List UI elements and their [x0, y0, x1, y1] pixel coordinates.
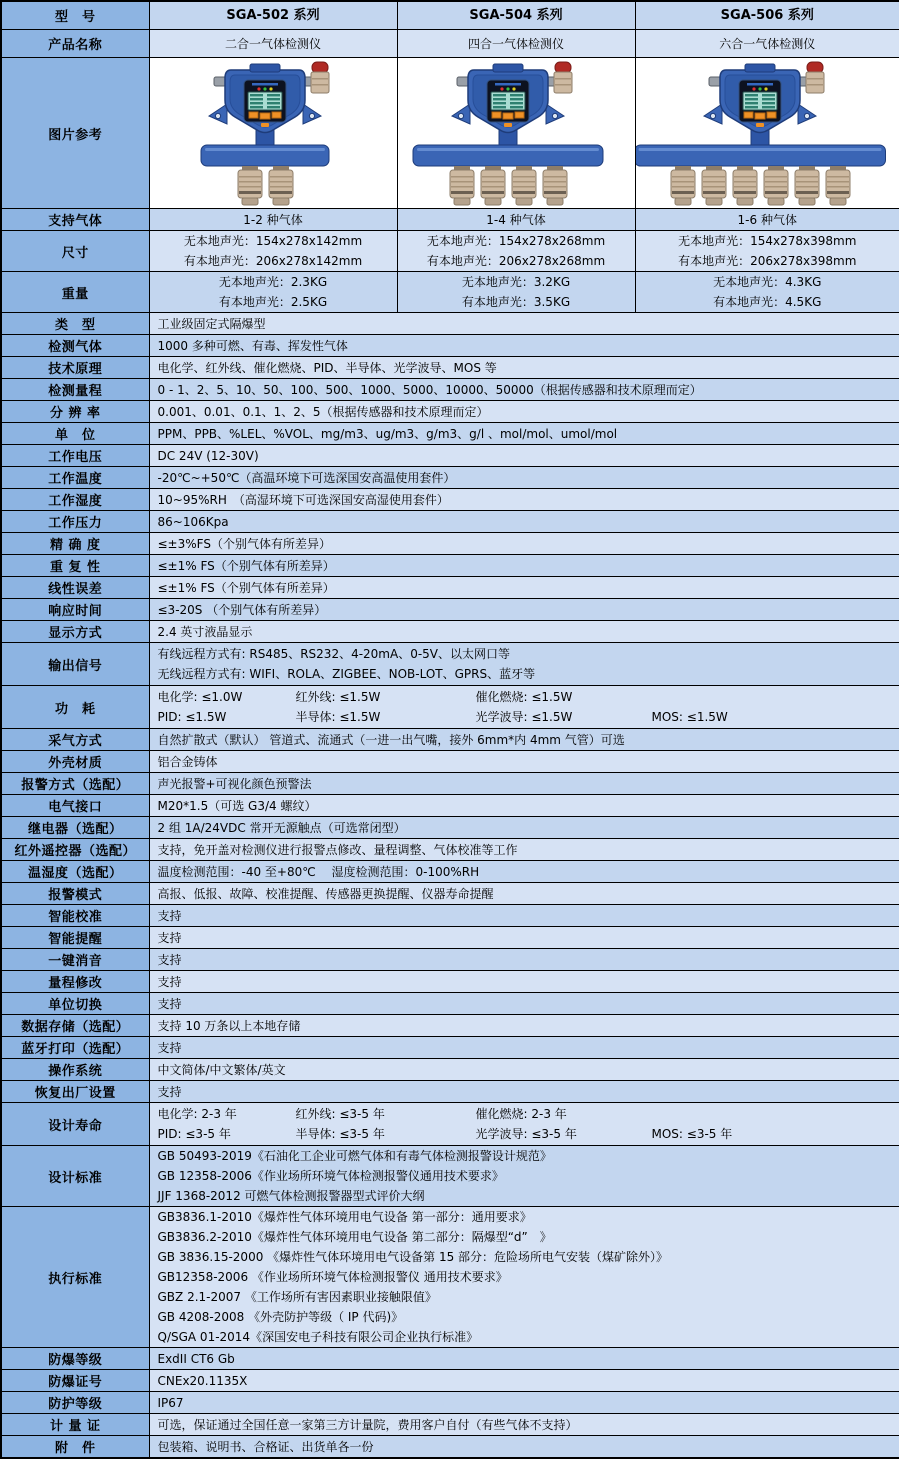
cell-line: 有本地声光：3.5KG: [400, 292, 633, 312]
row-label: 功 耗: [1, 686, 149, 729]
cell-line: -20℃~+50℃（高温环境下可选深国安高温使用套件）: [158, 471, 899, 485]
row-label: 智能校准: [1, 905, 149, 927]
cell-line: 支持: [158, 953, 899, 967]
table-row: [1, 357, 899, 379]
cell-line: [158, 707, 899, 727]
cell-value: [149, 445, 899, 467]
cell-line: GB3836.1-2010《爆炸性气体环境用电气设备 第一部分：通用要求》: [158, 1207, 899, 1227]
cell-value: [149, 467, 899, 489]
cell-line: SGA-504 系列: [400, 6, 633, 26]
table-row: [1, 1436, 899, 1459]
product-image-cell: [635, 58, 899, 209]
row-label: 执行标准: [1, 1207, 149, 1348]
table-row: [1, 555, 899, 577]
row-label: 电气接口: [1, 795, 149, 817]
row-label: 工作压力: [1, 511, 149, 533]
cell-value: [149, 1348, 899, 1370]
cell-line: 四合一气体检测仪: [400, 34, 633, 54]
cell-value: [149, 1436, 899, 1459]
cell-line: 无本地声光：154x278x142mm: [152, 231, 395, 251]
row-label: 防护等级: [1, 1392, 149, 1414]
cell-line: 0.001、0.01、0.1、1、2、5（根据传感器和技术原理而定）: [158, 405, 899, 419]
cell-line: GB 3836.15-2000 《爆炸性气体环境用电气设备第 15 部分：危险场所电气安装（煤矿除外）》: [158, 1247, 899, 1267]
cell-value: [149, 949, 899, 971]
cell-value: [149, 817, 899, 839]
cell-value: [149, 1059, 899, 1081]
row-label: 计 量 证: [1, 1414, 149, 1436]
cell-line: IP67: [158, 1396, 899, 1410]
cell-segment: MOS: ≤1.5W: [652, 707, 728, 727]
cell-line: [158, 1124, 899, 1144]
cell-value: [149, 1081, 899, 1103]
table-row: [1, 773, 899, 795]
table-row: [1, 1015, 899, 1037]
cell-value: [149, 1, 397, 30]
table-row: [1, 817, 899, 839]
cell-line: [158, 687, 899, 707]
cell-value: [149, 729, 899, 751]
cell-value: [149, 1414, 899, 1436]
cell-line: 2 组 1A/24VDC 常开无源触点（可选常闭型）: [158, 821, 899, 835]
cell-line: 有本地声光：206x278x142mm: [152, 251, 395, 271]
cell-value: [149, 599, 899, 621]
cell-line: 工业级固定式隔爆型: [158, 317, 899, 331]
cell-value: [149, 511, 899, 533]
table-row: [1, 313, 899, 335]
row-label: 外壳材质: [1, 751, 149, 773]
table-row: [1, 577, 899, 599]
row-label: 恢复出厂设置: [1, 1081, 149, 1103]
cell-line: 支持: [158, 909, 899, 923]
gas-detector-image: [398, 58, 634, 208]
cell-segment: 半导体: ≤1.5W: [296, 707, 476, 727]
cell-value: [149, 30, 397, 58]
product-image-cell: [149, 58, 397, 209]
table-row: [1, 1081, 899, 1103]
table-row: [1, 489, 899, 511]
cell-line: PPM、PPB、%LEL、%VOL、mg/m3、ug/m3、g/m3、g/l 、mol/mol、umol/mol: [158, 427, 899, 441]
table-row: [1, 621, 899, 643]
row-label: 防爆等级: [1, 1348, 149, 1370]
cell-line: 支持，免开盖对检测仪进行报警点修改、量程调整、气体校准等工作: [158, 843, 899, 857]
cell-value: [149, 379, 899, 401]
cell-value: [397, 30, 635, 58]
table-row: [1, 1037, 899, 1059]
cell-value: [397, 209, 635, 231]
cell-line: 无本地声光：4.3KG: [638, 272, 898, 292]
cell-line: 无本地声光：154x278x398mm: [638, 231, 898, 251]
cell-line: [158, 1104, 899, 1124]
row-label: 分 辨 率: [1, 401, 149, 423]
row-label: 温湿度（选配）: [1, 861, 149, 883]
cell-value: [149, 357, 899, 379]
row-label: 设计标准: [1, 1146, 149, 1207]
table-row: [1, 467, 899, 489]
table-row: [1, 231, 899, 272]
table-row: [1, 839, 899, 861]
cell-segment: PID: ≤3-5 年: [158, 1124, 296, 1144]
cell-value: [397, 1, 635, 30]
cell-line: 自然扩散式（默认） 管道式、流通式（一进一出气嘴，接外 6mm*内 4mm 气管）可选: [158, 733, 899, 747]
table-row: [1, 379, 899, 401]
cell-segment: 半导体: ≤3-5 年: [296, 1124, 476, 1144]
cell-value: [149, 1015, 899, 1037]
row-label: 类 型: [1, 313, 149, 335]
table-row: [1, 423, 899, 445]
cell-line: SGA-506 系列: [638, 6, 898, 26]
product-image-cell: [397, 58, 635, 209]
cell-line: 电化学、红外线、催化燃烧、PID、半导体、光学波导、MOS 等: [158, 361, 899, 375]
row-label: 操作系统: [1, 1059, 149, 1081]
row-label: 线性误差: [1, 577, 149, 599]
cell-value: [635, 272, 899, 313]
cell-line: GB3836.2-2010《爆炸性气体环境用电气设备 第二部分：隔爆型“d” 》: [158, 1227, 899, 1247]
cell-value: [149, 686, 899, 729]
cell-segment: MOS: ≤3-5 年: [652, 1124, 733, 1144]
cell-line: GB 12358-2006《作业场所环境气体检测报警仪通用技术要求》: [158, 1166, 899, 1186]
row-label: 报警模式: [1, 883, 149, 905]
table-row: [1, 883, 899, 905]
cell-line: M20*1.5（可选 G3/4 螺纹）: [158, 799, 899, 813]
gas-detector-image: [150, 58, 396, 208]
cell-value: [149, 643, 899, 686]
cell-value: [149, 555, 899, 577]
cell-line: 可选，保证通过全国任意一家第三方计量院，费用客户自付（有些气体不支持）: [158, 1418, 899, 1432]
cell-line: 1-6 种气体: [638, 213, 898, 227]
cell-segment: 催化燃烧: ≤1.5W: [476, 687, 652, 707]
row-label: 继电器（选配）: [1, 817, 149, 839]
cell-value: [397, 231, 635, 272]
table-row: [1, 1, 899, 30]
table-row: [1, 795, 899, 817]
cell-line: GB 4208-2008 《外壳防护等级（ IP 代码)》: [158, 1307, 899, 1327]
cell-value: [397, 272, 635, 313]
table-row: [1, 58, 899, 209]
cell-line: 铝合金铸体: [158, 755, 899, 769]
table-row: [1, 949, 899, 971]
table-row: [1, 533, 899, 555]
cell-line: GB12358-2006 《作业场所环境气体检测报警仪 通用技术要求》: [158, 1267, 899, 1287]
table-row: [1, 1370, 899, 1392]
cell-value: [149, 423, 899, 445]
cell-line: 支持: [158, 975, 899, 989]
cell-line: 10~95%RH （高湿环境下可选深国安高湿使用套件）: [158, 493, 899, 507]
cell-line: 无线远程方式有: WIFI、ROLA、ZIGBEE、NOB-LOT、GPRS、蓝牙等: [158, 664, 899, 684]
table-row: [1, 686, 899, 729]
cell-line: SGA-502 系列: [152, 6, 395, 26]
table-row: [1, 30, 899, 58]
row-label: 精 确 度: [1, 533, 149, 555]
cell-segment: 电化学: 2-3 年: [158, 1104, 296, 1124]
cell-line: 86~106Kpa: [158, 515, 899, 529]
cell-line: 六合一气体检测仪: [638, 34, 898, 54]
cell-value: [149, 1146, 899, 1207]
cell-line: 2.4 英寸液晶显示: [158, 625, 899, 639]
cell-value: [149, 883, 899, 905]
cell-segment: 光学波导: ≤1.5W: [476, 707, 652, 727]
row-label: 检测量程: [1, 379, 149, 401]
table-row: [1, 861, 899, 883]
cell-value: [149, 209, 397, 231]
table-row: [1, 1146, 899, 1207]
cell-segment: 催化燃烧: 2-3 年: [476, 1104, 652, 1124]
table-row: [1, 511, 899, 533]
table-row: [1, 729, 899, 751]
cell-segment: 电化学: ≤1.0W: [158, 687, 296, 707]
cell-value: [149, 272, 397, 313]
row-label: 产品名称: [1, 30, 149, 58]
row-label: 重 复 性: [1, 555, 149, 577]
cell-value: [149, 1392, 899, 1414]
row-label: 技术原理: [1, 357, 149, 379]
cell-line: 1-2 种气体: [152, 213, 395, 227]
cell-line: 支持 10 万条以上本地存储: [158, 1019, 899, 1033]
row-label: 工作温度: [1, 467, 149, 489]
row-label: 防爆证号: [1, 1370, 149, 1392]
cell-line: Q/SGA 01-2014《深国安电子科技有限公司企业执行标准》: [158, 1327, 899, 1347]
cell-line: 支持: [158, 931, 899, 945]
row-label: 显示方式: [1, 621, 149, 643]
cell-line: 0 - 1、2、5、10、50、100、500、1000、5000、10000、50000（根据传感器和技术原理而定）: [158, 383, 899, 397]
cell-line: 高报、低报、故障、校准提醒、传感器更换提醒、仪器寿命提醒: [158, 887, 899, 901]
cell-value: [149, 1207, 899, 1348]
table-row: [1, 445, 899, 467]
cell-segment: 红外线: ≤1.5W: [296, 687, 476, 707]
row-label: 型 号: [1, 1, 149, 30]
row-label: 数据存储（选配）: [1, 1015, 149, 1037]
cell-line: 包装箱、说明书、合格证、出货单各一份: [158, 1440, 899, 1454]
table-row: [1, 1348, 899, 1370]
cell-segment: PID: ≤1.5W: [158, 707, 296, 727]
cell-line: 有本地声光：4.5KG: [638, 292, 898, 312]
cell-value: [149, 577, 899, 599]
table-row: [1, 335, 899, 357]
table-row: [1, 209, 899, 231]
cell-line: 有线远程方式有: RS485、RS232、4-20mA、0-5V、以太网口等: [158, 644, 899, 664]
cell-value: [149, 993, 899, 1015]
cell-line: 1000 多种可燃、有毒、挥发性气体: [158, 339, 899, 353]
table-row: [1, 272, 899, 313]
cell-line: JJF 1368-2012 可燃气体检测报警器型式评价大纲: [158, 1186, 899, 1206]
row-label: 支持气体: [1, 209, 149, 231]
cell-line: 有本地声光：206x278x268mm: [400, 251, 633, 271]
cell-value: [149, 1103, 899, 1146]
cell-line: DC 24V (12-30V): [158, 449, 899, 463]
cell-line: 有本地声光：2.5KG: [152, 292, 395, 312]
row-label: 采气方式: [1, 729, 149, 751]
cell-value: [149, 773, 899, 795]
row-label: 附 件: [1, 1436, 149, 1459]
row-label: 单位切换: [1, 993, 149, 1015]
table-row: [1, 905, 899, 927]
cell-value: [149, 861, 899, 883]
cell-value: [149, 905, 899, 927]
cell-line: 有本地声光：206x278x398mm: [638, 251, 898, 271]
spec-table-body: [1, 1, 899, 1458]
cell-value: [149, 621, 899, 643]
cell-line: CNEx20.1135X: [158, 1374, 899, 1388]
table-row: [1, 1059, 899, 1081]
cell-line: 支持: [158, 1085, 899, 1099]
cell-value: [149, 335, 899, 357]
table-row: [1, 599, 899, 621]
row-label: 单 位: [1, 423, 149, 445]
cell-value: [149, 751, 899, 773]
cell-line: ≤±3%FS（个别气体有所差异）: [158, 537, 899, 551]
cell-line: ≤±1% FS（个别气体有所差异）: [158, 559, 899, 573]
row-label: 量程修改: [1, 971, 149, 993]
cell-value: [149, 231, 397, 272]
cell-line: GB 50493-2019《石油化工企业可燃气体和有毒气体检测报警设计规范》: [158, 1146, 899, 1166]
table-row: [1, 401, 899, 423]
cell-line: 无本地声光：154x278x268mm: [400, 231, 633, 251]
cell-line: 无本地声光：2.3KG: [152, 272, 395, 292]
cell-line: ≤3-20S （个别气体有所差异）: [158, 603, 899, 617]
row-label: 设计寿命: [1, 1103, 149, 1146]
row-label: 报警方式（选配）: [1, 773, 149, 795]
row-label: 红外遥控器（选配）: [1, 839, 149, 861]
cell-line: GBZ 2.1-2007 《工作场所有害因素职业接触限值》: [158, 1287, 899, 1307]
cell-line: 1-4 种气体: [400, 213, 633, 227]
table-row: [1, 1392, 899, 1414]
cell-line: ExdII CT6 Gb: [158, 1352, 899, 1366]
cell-line: 支持: [158, 997, 899, 1011]
cell-value: [149, 971, 899, 993]
cell-value: [149, 927, 899, 949]
table-row: [1, 643, 899, 686]
cell-value: [149, 401, 899, 423]
cell-line: 无本地声光：3.2KG: [400, 272, 633, 292]
table-row: [1, 971, 899, 993]
table-row: [1, 993, 899, 1015]
cell-value: [149, 489, 899, 511]
cell-line: ≤±1% FS（个别气体有所差异）: [158, 581, 899, 595]
cell-value: [149, 839, 899, 861]
row-label: 蓝牙打印（选配）: [1, 1037, 149, 1059]
row-label: 工作电压: [1, 445, 149, 467]
table-row: [1, 1103, 899, 1146]
cell-value: [149, 1037, 899, 1059]
cell-value: [149, 795, 899, 817]
cell-segment: 光学波导: ≤3-5 年: [476, 1124, 652, 1144]
row-label: 检测气体: [1, 335, 149, 357]
gas-detector-image: [636, 58, 899, 208]
cell-line: 支持: [158, 1041, 899, 1055]
cell-line: 温度检测范围：-40 至+80℃ 湿度检测范围：0-100%RH: [158, 865, 899, 879]
row-label: 工作湿度: [1, 489, 149, 511]
cell-line: 中文简体/中文繁体/英文: [158, 1063, 899, 1077]
row-label: 智能提醒: [1, 927, 149, 949]
cell-value: [149, 1370, 899, 1392]
row-label: 一键消音: [1, 949, 149, 971]
row-label: 输出信号: [1, 643, 149, 686]
cell-line: 二合一气体检测仪: [152, 34, 395, 54]
cell-segment: 红外线: ≤3-5 年: [296, 1104, 476, 1124]
row-label: 图片参考: [1, 58, 149, 209]
row-label: 尺寸: [1, 231, 149, 272]
table-row: [1, 751, 899, 773]
cell-value: [635, 30, 899, 58]
table-row: [1, 927, 899, 949]
cell-value: [635, 231, 899, 272]
cell-value: [635, 209, 899, 231]
table-row: [1, 1207, 899, 1348]
table-row: [1, 1414, 899, 1436]
row-label: 重量: [1, 272, 149, 313]
cell-value: [635, 1, 899, 30]
cell-line: 声光报警+可视化颜色预警法: [158, 777, 899, 791]
row-label: 响应时间: [1, 599, 149, 621]
cell-value: [149, 533, 899, 555]
cell-value: [149, 313, 899, 335]
